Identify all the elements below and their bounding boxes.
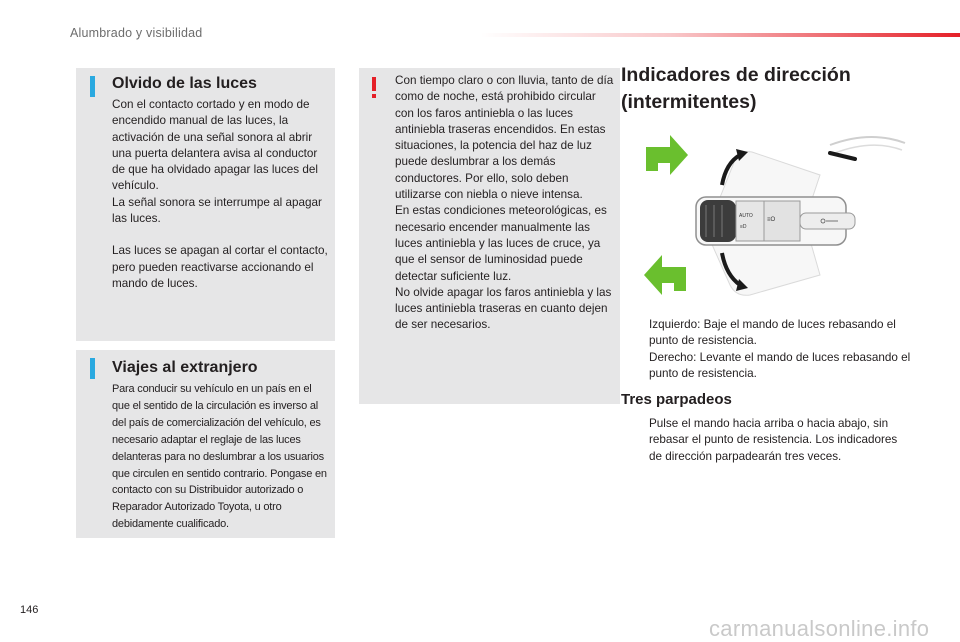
stalk-label-fog: ≡O	[767, 217, 776, 223]
turn-signal-illustration	[640, 125, 920, 300]
title-line-2: (intermitentes)	[621, 91, 757, 113]
info-icon	[90, 358, 95, 379]
box-title-olvido: Olvido de las luces	[112, 75, 257, 92]
page-number: 146	[20, 604, 39, 616]
steering-wheel-outline	[830, 137, 905, 145]
header-rule	[480, 33, 960, 37]
stalk-label-low: ≡D	[740, 224, 747, 230]
list-item	[621, 416, 911, 465]
title-line-1: Indicadores de dirección	[621, 64, 851, 86]
olvido-para-2: La señal sonora se interrumpe al apagar las luces.	[112, 195, 322, 226]
viajes-para-1: Para conducir su vehículo en un país en el que el sentido de la circulación es inverso al del país de comercialización del vehículo, es necesario adaptar el reglaje de las luces delanteras para no deslumbrar a los usuarios que circulen en sentido contrario. Pongase en contacto con su Distribuidor autorizado o Reparador Autorizado Toyota, u otro debidamente cualificado.	[112, 383, 327, 531]
indicadores-bullet-list	[621, 317, 911, 382]
stalk-label-auto: AUTO	[739, 213, 753, 219]
olvido-para-1: Con el contacto cortado y en modo de encendido manual de las luces, la activación de una señal sonora al abrir una puerta delantera avisa al conductor de que ha olvidado apagar las luces del vehículo.	[112, 98, 318, 193]
tres-parpadeos-list	[621, 416, 911, 465]
warning-para-2: En estas condiciones meteorológicas, es necesario encender manualmente las luces antiniebla y las luces de cruce, ya que el sensor de luminosidad puede detectar suficiente luz.	[395, 204, 607, 283]
stalk-main	[696, 197, 855, 245]
warning-para-1: Con tiempo claro o con lluvia, tanto de día como de noche, está prohibido circular con los faros antiniebla o las luces antiniebla traseras encendidos. En estas situaciones, la potencia del haz de luz puede deslumbrar a los demás conductores. Por ello, solo deben utilizarse con niebla o nieve intensa.	[395, 74, 614, 202]
watermark: carmanualsonline.info	[709, 616, 930, 641]
list-item	[621, 317, 911, 350]
olvido-para-3: Las luces se apagan al cortar el contacto, pero pueden reactivarse accionando el mando de luces.	[112, 244, 328, 290]
bullet-izquierdo: Izquierdo: Baje el mando de luces rebasando el punto de resistencia.	[649, 318, 896, 348]
left-turn-arrow-icon	[644, 255, 686, 295]
right-turn-arrow-icon	[646, 135, 688, 175]
box-title-viajes: Viajes al extranjero	[112, 359, 258, 376]
steering-wheel-spoke	[830, 153, 855, 159]
page-title	[621, 62, 921, 116]
section-header: Alumbrado y visibilidad	[70, 26, 203, 40]
warning-box	[359, 68, 620, 404]
bullet-derecho: Derecho: Levante el mando de luces rebasando el punto de resistencia.	[649, 350, 911, 380]
list-item	[621, 350, 911, 383]
bullet-tres-parpadeos: Pulse el mando hacia arriba o hacia abajo, sin rebasar el punto de resistencia. Los indicadores de dirección parpadearán tres veces.	[649, 417, 898, 463]
warning-icon	[370, 77, 378, 99]
section-subtitle: Tres parpadeos	[621, 391, 732, 408]
info-icon	[90, 76, 95, 97]
info-box-olvido	[76, 68, 335, 341]
info-box-viajes	[76, 350, 335, 538]
warning-para-3: No olvide apagar los faros antiniebla y las luces antiniebla traseras en cuanto dejen de ser necesarios.	[395, 285, 612, 332]
